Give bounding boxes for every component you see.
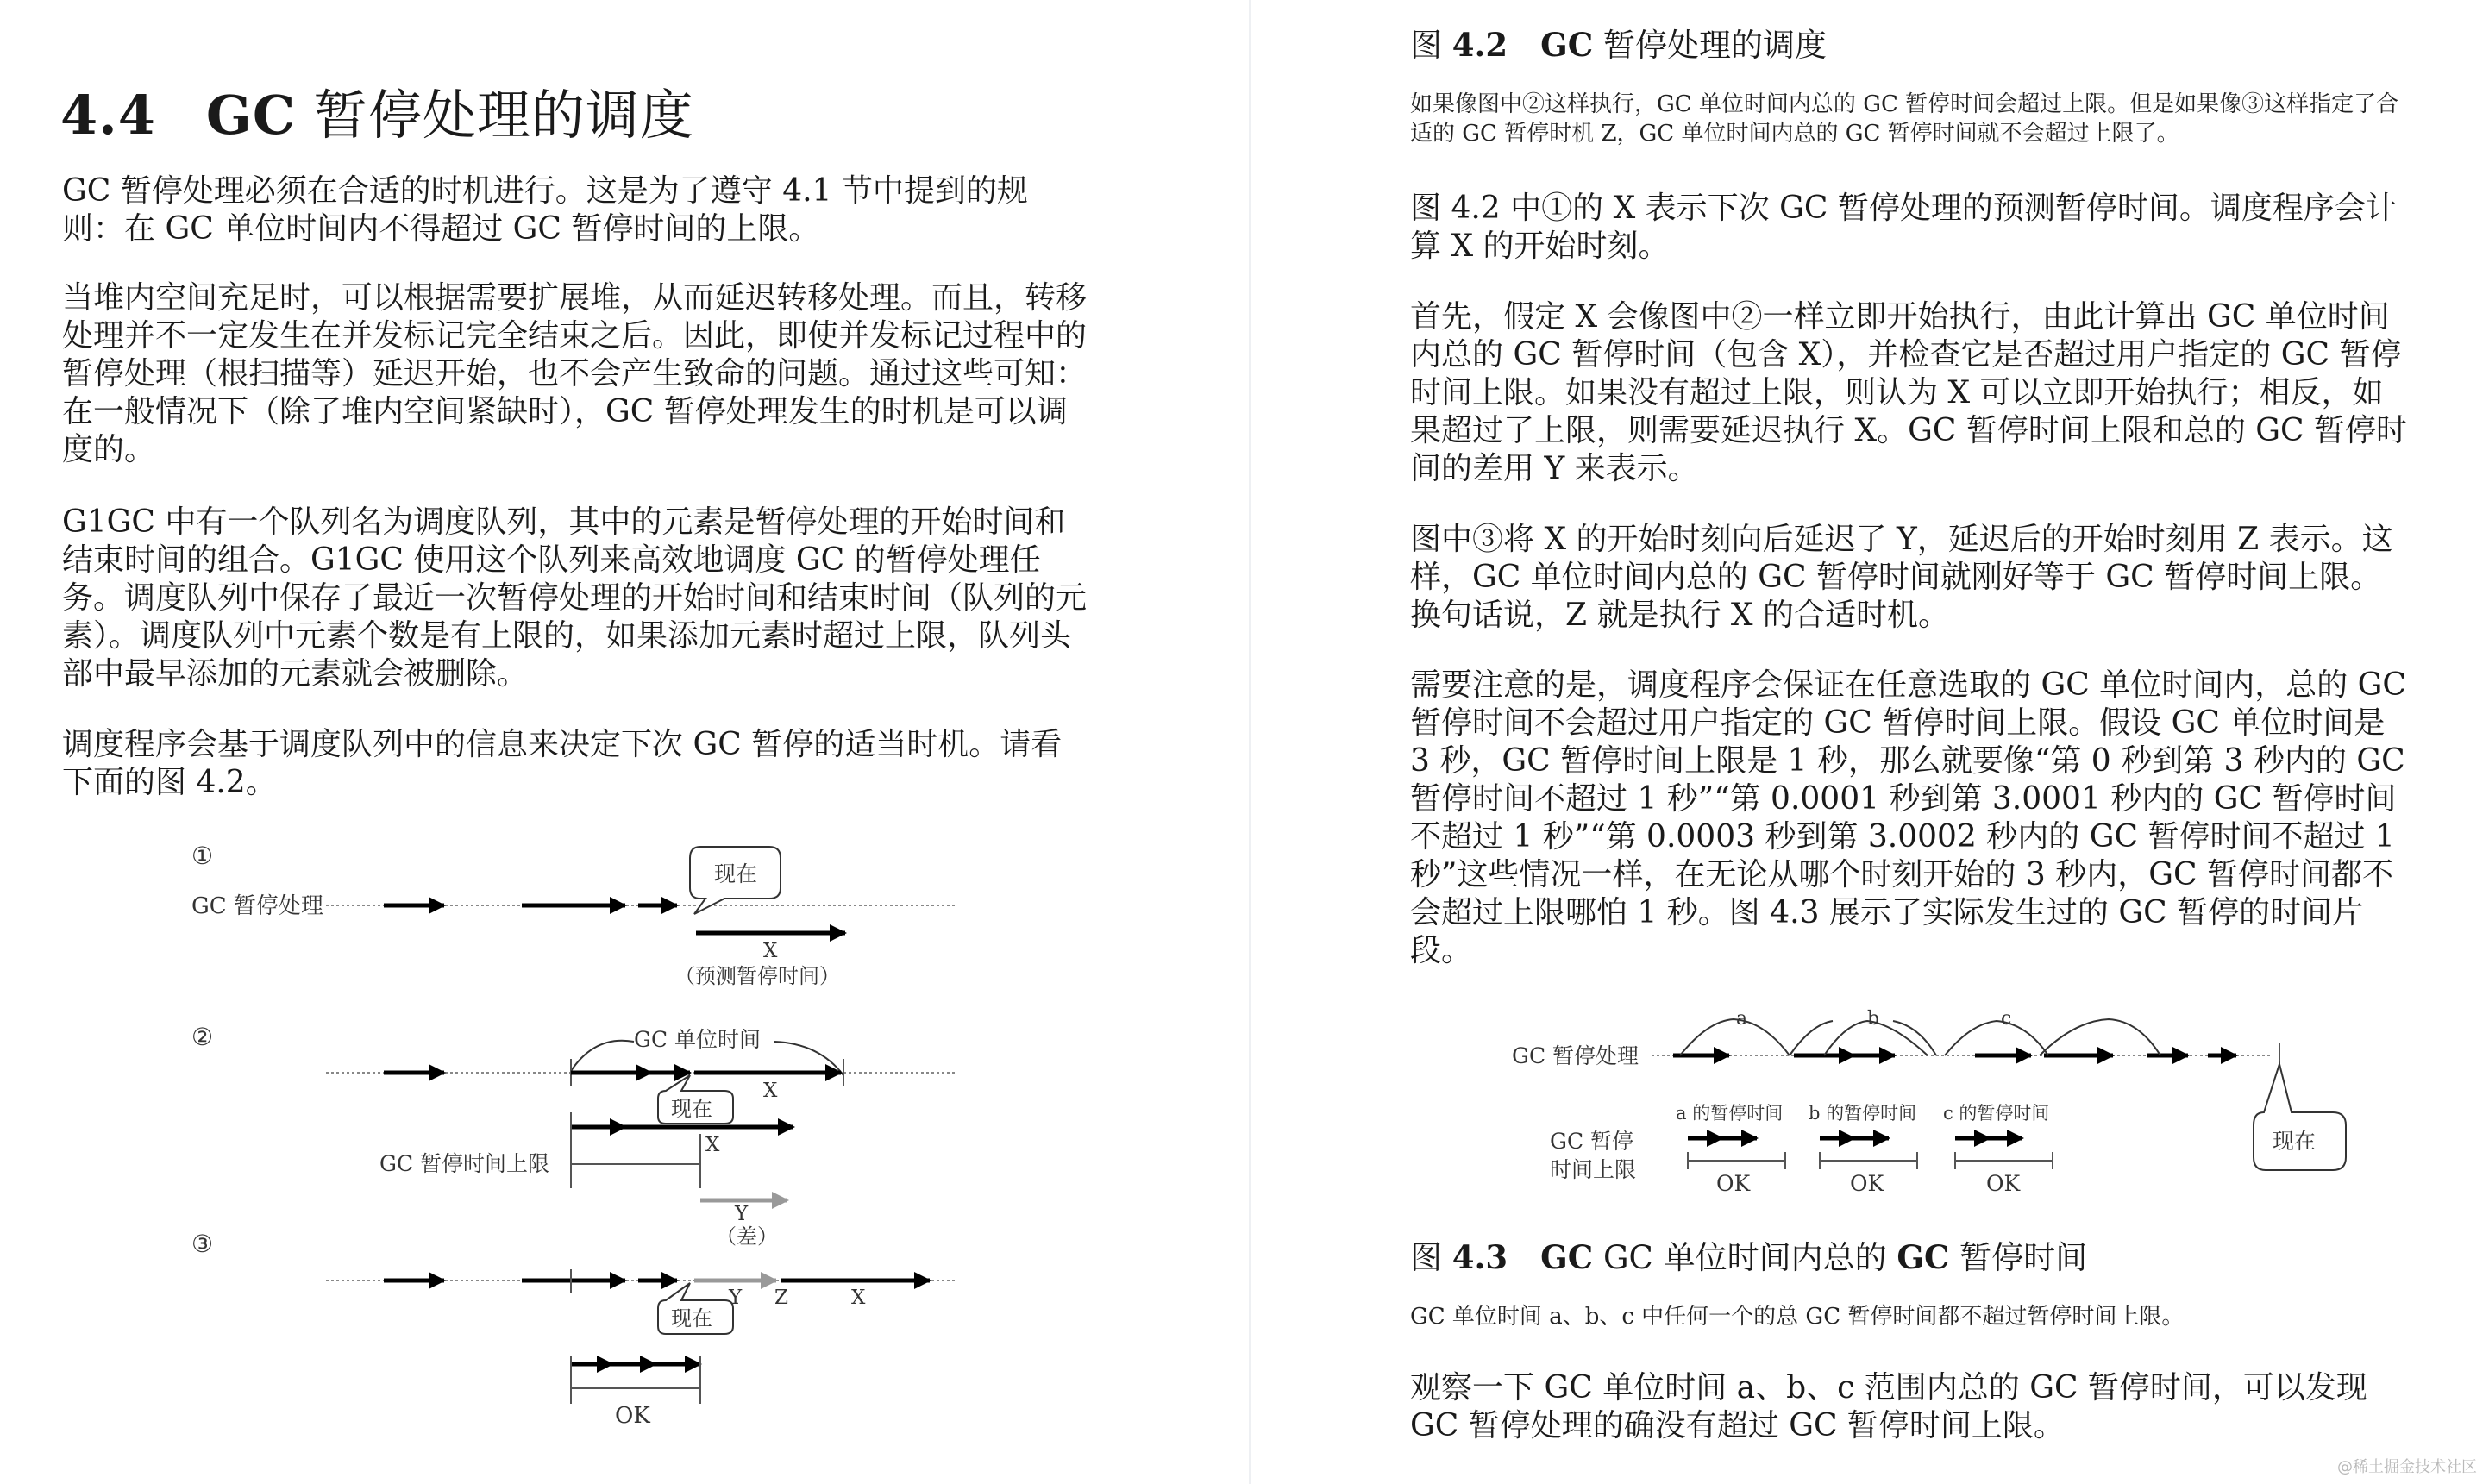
right-paragraph-closing: 观察一下 GC 单位时间 a、b、c 范围内总的 GC 暂停时间，可以发现 GC 暂停处理的确没有超过 GC 暂停时间上限。 <box>1410 1370 2367 1443</box>
p2-x-label: X <box>763 1080 778 1102</box>
p2-y-label: Y <box>735 1203 749 1225</box>
right-paragraph-3: 图中③将 X 的开始时刻向后延迟了 Y，延迟后的开始时刻用 Z 表示。这样，GC 单位时间内总的 GC 暂停时间就刚好等于 GC 暂停时间上限。换句话说，Z 就是执行 X 的合适时机。 <box>1410 522 2393 633</box>
p3-now-bubble <box>658 1283 733 1334</box>
fig43-ok-c: OK <box>1986 1171 2021 1196</box>
right-paragraph-2: 首先，假定 X 会像图中②一样立即开始执行，由此计算出 GC 单位时间内总的 GC 暂停时间（包含 X），并检查它是否超过用户指定的 GC 暂停时间上限。如果没有超过上限，则认为 X 可以立即开始执行；相反，如果超过了上限，则需要延迟执行 X。GC 暂停时间上限和总的 GC 暂停时间的差用 Y 来表示。 <box>1410 299 2408 486</box>
mark-1: ① <box>191 842 214 870</box>
fig43-now-label: 现在 <box>2273 1129 2317 1154</box>
fig43-label-c: c <box>2001 1008 2012 1030</box>
fig43-ok-b: OK <box>1850 1171 1884 1196</box>
fig43-c-pause-label: c 的暂停时间 <box>1943 1103 2050 1124</box>
p2-now-bubble <box>658 1075 733 1124</box>
watermark: @稀土掘金技术社区 <box>2337 1458 2477 1476</box>
right-page <box>1251 0 2489 1484</box>
p1-now-label: 现在 <box>714 861 758 886</box>
figure-4-3-title: 图 4.3 GC GC 单位时间内总的 GC 暂停时间 <box>1410 1238 2088 1276</box>
p1-x-label: X <box>763 940 778 962</box>
p3-y-label: Y <box>729 1287 743 1309</box>
fig43-ok-a: OK <box>1716 1171 1751 1196</box>
panel2-unit-time-label: GC 单位时间 <box>634 1027 762 1052</box>
p1-predicted-label: （预测暂停时间） <box>674 964 840 988</box>
p1-now-bubble <box>690 847 781 914</box>
figure-4-2-title: 图 4.2 GC 暂停处理的调度 <box>1410 26 1827 64</box>
p3-now-label: 现在 <box>671 1306 712 1331</box>
figure-4-3-diagram <box>1505 1002 2359 1196</box>
right-paragraph-4: 需要注意的是，调度程序会保证在任意选取的 GC 单位时间内，总的 GC 暂停时间不会超过用户指定的 GC 暂停时间上限。假设 GC 单位时间是 3 秒，GC 暂停时间上限是 1 秒，那么就要像“第 0 秒到第 3 秒内的 GC 暂停时间不超过 1 秒”“第 0.0001 秒到第 3.0001 秒内的 GC 暂停时间不超过 1 秒”“第 0.0003 秒到第 3.0002 秒内的 GC 暂停时间不超过 1 秒”这些情况一样，在无论从哪个时刻开始的 3 秒内，GC 暂停时间都不会超过上限哪怕 1 秒。图 4.3 展示了实际发生过的 GC 暂停的时间片段。 <box>1410 667 2406 968</box>
p2-now-label: 现在 <box>671 1097 712 1121</box>
panel2-limit-label: GC 暂停时间上限 <box>379 1151 550 1176</box>
fig43-label-a: a <box>1736 1008 1748 1030</box>
left-paragraph-3: G1GC 中有一个队列名为调度队列，其中的元素是暂停处理的开始时间和结束时间的组合。G1GC 使用这个队列来高效地调度 GC 的暂停处理任务。调度队列中保存了最近一次暂停处理的开始时间和结束时间（队列的元素）。调度队列中元素个数是有上限的，如果添加元素时超过上限，队列头部中最早添加的元素就会被删除。 <box>62 504 1088 692</box>
fig43-limit-label-1: GC 暂停 <box>1550 1129 1634 1154</box>
figure-4-3-caption: GC 单位时间 a、b、c 中任何一个的总 GC 暂停时间都不超过暂停时间上限。 <box>1410 1304 2185 1330</box>
fig43-now-bubble <box>2254 1064 2346 1170</box>
mark-3: ③ <box>191 1230 214 1258</box>
section-heading: 4.4 GC 暂停处理的调度 <box>60 84 694 147</box>
left-paragraph-2: 当堆内空间充足时，可以根据需要扩展堆，从而延迟转移处理。而且，转移处理并不一定发生在并发标记完全结束之后。因此，即使并发标记过程中的暂停处理（根扫描等）延迟开始，也不会产生致命的问题。通过这些可知：在一般情况下（除了堆内空间紧缺时），GC 暂停处理发生的时机是可以调度的。 <box>62 280 1088 467</box>
p3-ok-label: OK <box>615 1403 650 1429</box>
p3-z-label: Z <box>774 1287 788 1309</box>
right-paragraph-1: 图 4.2 中①的 X 表示下次 GC 暂停处理的预测暂停时间。调度程序会计算 X 的开始时刻。 <box>1410 191 2397 264</box>
mark-2: ② <box>191 1023 214 1051</box>
left-paragraph-1: GC 暂停处理必须在合适的时机进行。这是为了遵守 4.1 节中提到的规则：在 GC 单位时间内不得超过 GC 暂停时间的上限。 <box>62 173 1028 247</box>
left-paragraph-4: 调度程序会基于调度队列中的信息来决定下次 GC 暂停的适当时机。请看下面的图 4.2。 <box>62 727 1063 800</box>
fig43-gc-pause-label: GC 暂停处理 <box>1512 1043 1639 1068</box>
fig43-label-b: b <box>1867 1008 1880 1030</box>
panel1-gc-pause-label: GC 暂停处理 <box>191 893 323 919</box>
fig43-a-pause-label: a 的暂停时间 <box>1676 1103 1784 1124</box>
figure-4-2-diagram <box>172 828 975 1436</box>
p2-limit-x-label: X <box>705 1134 720 1156</box>
fig43-b-pause-label: b 的暂停时间 <box>1809 1103 1917 1124</box>
p3-x-label: X <box>851 1287 866 1309</box>
figure-4-2-caption: 如果像图中②这样执行，GC 单位时间内总的 GC 暂停时间会超过上限。但是如果像③这样指定了合适的 GC 暂停时机 Z，GC 单位时间内总的 GC 暂停时间就不会超过上限了。 <box>1410 91 2399 147</box>
fig43-limit-label-2: 时间上限 <box>1550 1157 1637 1182</box>
p2-diff-label: （差） <box>716 1224 778 1249</box>
